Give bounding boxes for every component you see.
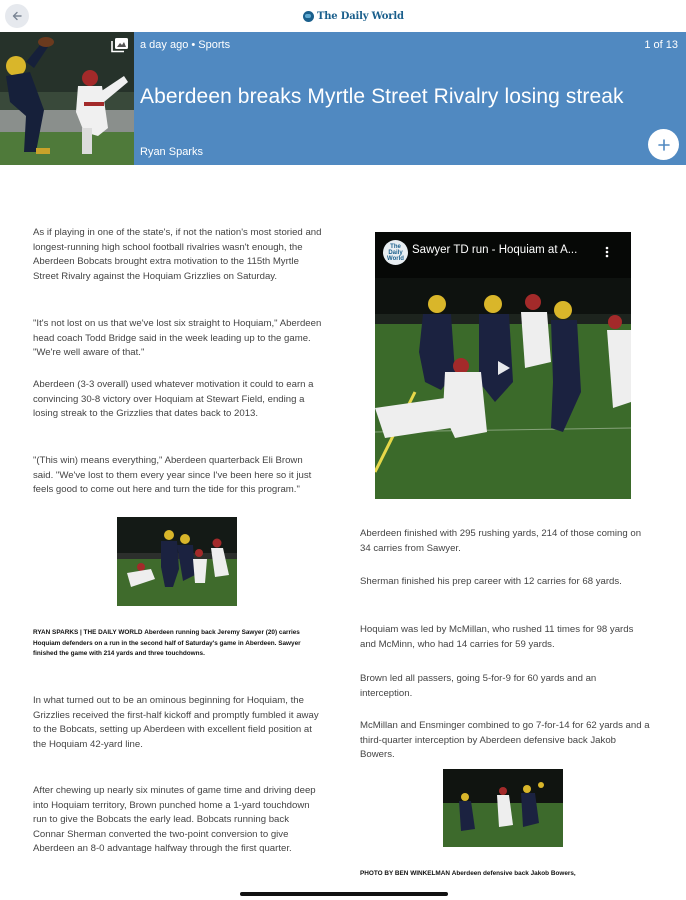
photo-caption (360, 869, 650, 880)
paragraph: "(This win) means everything," Aberdeen quarterback Eli Brown said. "We've lost to them every year since I've been here so it just feels good to come out here and turn the tide for this program." (33, 455, 312, 495)
caption-text: Aberdeen running back Jeremy Sawyer (20) carries Hoquiam defenders on a run in the second half of Saturday's game in Aberdeen. Sawyer finished the game with 214 yards and three touchdowns. (33, 629, 301, 657)
caption-credit: RYAN SPARKS | THE DAILY WORLD (33, 629, 143, 636)
article-meta[interactable]: a day ago • Sports (140, 39, 231, 51)
gallery-icon[interactable] (111, 37, 129, 53)
paragraph: "It's not lost on us that we've lost six straight to Hoquiam," Aberdeen head coach Todd Bridge said in the week leading up to the game. "We're well aware of that." (33, 318, 322, 358)
play-icon[interactable] (492, 358, 514, 378)
header-photo[interactable] (0, 32, 134, 165)
caption-text: Aberdeen defensive back Jakob Bowers, (451, 870, 576, 877)
channel-logo[interactable] (383, 240, 408, 265)
paragraph: After chewing up nearly six minutes of game time and driving deep into Hoquiam territory, Brown punched home a 1-yard touchdown run to give the Bobcats the early lead. Bobcats running back Connar Sherman converted the two-point conversion to give Aberdeen an 8-0 advantage halfway through the first quarter. (33, 785, 316, 854)
photo-caption (33, 628, 325, 660)
author-name[interactable]: Ryan Sparks (140, 146, 203, 158)
publication-logo[interactable] (303, 8, 404, 24)
back-arrow-icon (11, 10, 23, 22)
more-vertical-icon[interactable] (605, 246, 609, 258)
article-photo[interactable] (443, 769, 563, 847)
plus-icon (658, 139, 670, 151)
paragraph: McMillan and Ensminger combined to go 7-for-14 for 62 yards and a third-quarter interception by Aberdeen defensive back Jakob Bowers. (360, 720, 650, 760)
back-button[interactable] (5, 4, 29, 28)
video-title[interactable]: Sawyer TD run - Hoquiam at A... (412, 244, 578, 256)
follow-button[interactable] (648, 129, 679, 160)
paragraph: Hoquiam was led by McMillan, who rushed 11 times for 98 yards and McMinn, who had 14 carries for 59 yards. (360, 624, 634, 650)
video-embed[interactable] (375, 232, 631, 499)
paragraph: In what turned out to be an ominous beginning for Hoquiam, the Grizzlies received the first-half kickoff and promptly fumbled it away to the Bobcats, setting up Aberdeen with excellent field position at the Hoquiam 42-yard line. (33, 695, 319, 750)
top-bar (0, 0, 686, 32)
paragraph: Aberdeen (3-3 overall) used whatever motivation it could to earn a convincing 30-8 victory over Hoquiam at Stewart Field, ending a losing streak to the Grizzlies that dates back to 2013. (33, 379, 314, 419)
globe-icon (303, 11, 314, 22)
channel-logo-text: The Daily World (387, 243, 404, 262)
article-headline: Aberdeen breaks Myrtle Street Rivalry losing streak (140, 85, 624, 108)
paragraph: Brown led all passers, going 5-for-9 for 60 yards and an interception. (360, 673, 597, 699)
paragraph: Aberdeen finished with 295 rushing yards, 214 of those coming on 34 carries from Sawyer. (360, 528, 642, 554)
logo-text: The Daily World (317, 10, 404, 22)
article-header (0, 32, 686, 165)
caption-credit: PHOTO BY BEN WINKELMAN (360, 870, 450, 877)
gallery-counter: 1 of 13 (644, 39, 678, 51)
home-indicator[interactable] (240, 892, 448, 896)
article-photo[interactable] (117, 517, 237, 606)
paragraph: As if playing in one of the state's, if not the nation's most storied and longest-running high school football rivalries wasn't enough, the Aberdeen Bobcats brought extra motivation to the 115th Myrtle Street Rivalry against the Hoquiam Grizzlies on Saturday. (33, 227, 322, 282)
paragraph: Sherman finished his prep career with 12 carries for 68 yards. (360, 576, 622, 587)
